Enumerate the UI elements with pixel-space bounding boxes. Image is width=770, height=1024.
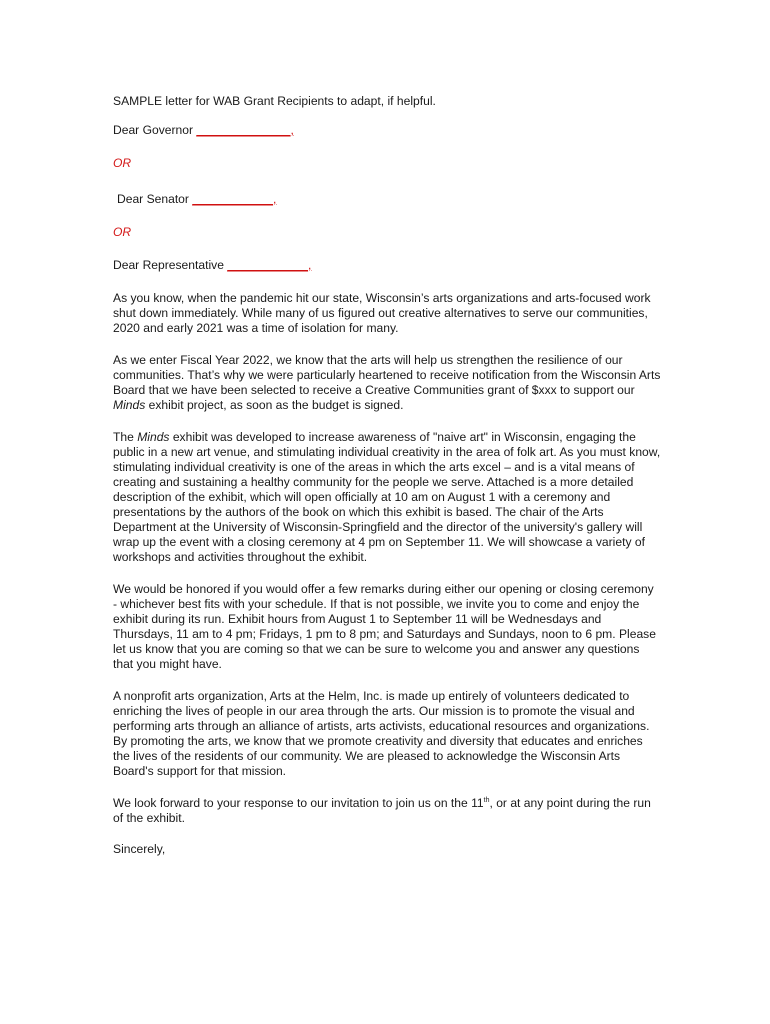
salutation-senator — [113, 192, 661, 207]
ordinal-superscript: th — [483, 796, 490, 804]
governor-comma: , — [290, 123, 294, 137]
representative-comma: , — [308, 258, 312, 272]
paragraph-fiscal-year-text-a: As we enter Fiscal Year 2022, we know that the arts will help us strengthen the resilience of our communities. That’s why we were particularly heartened to receive notification from the Wisconsin Arts Board that we have been selected to receive a Creative Communities grant of $xxx to support our — [113, 353, 661, 397]
letter-document — [113, 94, 661, 857]
paragraph-closing-text-a: We look forward to your response to our invitation to join us on the 11 — [113, 796, 484, 810]
paragraph-exhibit-text-a: The — [113, 430, 138, 444]
paragraph-invitation: We would be honored if you would offer a few remarks during either our opening or closing ceremony - whichever best fits with your schedule. If that is not possible, we invite you to come and enjoy the exhibit during its run. Exhibit hours from August 1 to September 11 will be Wednesdays and Thursdays, 11 am to 4 pm; Fridays, 1 pm to 8 pm; and Saturdays and Sundays, noon to 6 pm. Please let us know that you are coming so that we can be sure to welcome you and answer any questions that you might have. — [113, 582, 656, 671]
senator-name-blank: ____________ — [192, 192, 274, 206]
paragraph-exhibit — [113, 430, 661, 565]
exhibit-name-emphasis: Minds — [113, 398, 146, 412]
salutation-representative-text: Dear Representative — [113, 258, 228, 272]
paragraph-fiscal-year — [113, 353, 661, 413]
sign-off: Sincerely, — [113, 842, 166, 856]
salutation-representative — [113, 258, 661, 273]
paragraph-organization: A nonprofit arts organization, Arts at the Helm, Inc. is made up entirely of volunteers dedicated to enriching the lives of people in our area through the arts. Our mission is to promote the visual and performing arts through an alliance of artists, arts activists, educational resources and organizations. By promoting the arts, we know that we promote creativity and diversity that educates and enriches the lives of the residents of our community. We are pleased to acknowledge the Wisconsin Arts Board's support for that mission. — [113, 689, 650, 778]
paragraph-exhibit-text-b: exhibit was developed to increase awareness of "naive art" in Wisconsin, engaging the public in a new art venue, and stimulating individual creativity in the area of folk art. As you must know, stimulating individual creativity is one of the areas in which the arts excel – and is a vital means of creating and sustaining a healthy community for the people we serve. Attached is a more detailed description of the exhibit, which will open officially at 10 am on August 1 with a ceremony and presentations by the authors of the book on which this exhibit is based. The chair of the Arts Department at the University of Wisconsin-Springfield and the director of the university's gallery will wrap up the event with a closing ceremony at 4 pm on September 11. We will showcase a variety of workshops and activities throughout the exhibit. — [113, 430, 661, 564]
or-separator-2: OR — [113, 225, 132, 239]
or-separator-1: OR — [113, 156, 132, 170]
paragraph-pandemic: As you know, when the pandemic hit our state, Wisconsin’s arts organizations and arts-focused work shut down immediately. While many of us figured out creative alternatives to serve our communities, 2020 and early 2021 was a time of isolation for many. — [113, 291, 651, 335]
salutation-governor-text: Dear Governor — [113, 123, 197, 137]
salutation-senator-text: Dear Senator — [117, 192, 193, 206]
intro-line: SAMPLE letter for WAB Grant Recipients to adapt, if helpful. — [113, 94, 436, 108]
paragraph-fiscal-year-text-b: exhibit project, as soon as the budget is signed. — [145, 398, 404, 412]
governor-name-blank: ______________ — [196, 123, 291, 137]
representative-name-blank: ____________ — [227, 258, 308, 272]
exhibit-name-emphasis: Minds — [137, 430, 170, 444]
senator-comma: , — [273, 192, 277, 206]
salutation-governor — [113, 123, 661, 138]
paragraph-closing-text-b: , or at any point during the run of the exhibit. — [113, 796, 651, 825]
paragraph-closing — [113, 796, 661, 826]
